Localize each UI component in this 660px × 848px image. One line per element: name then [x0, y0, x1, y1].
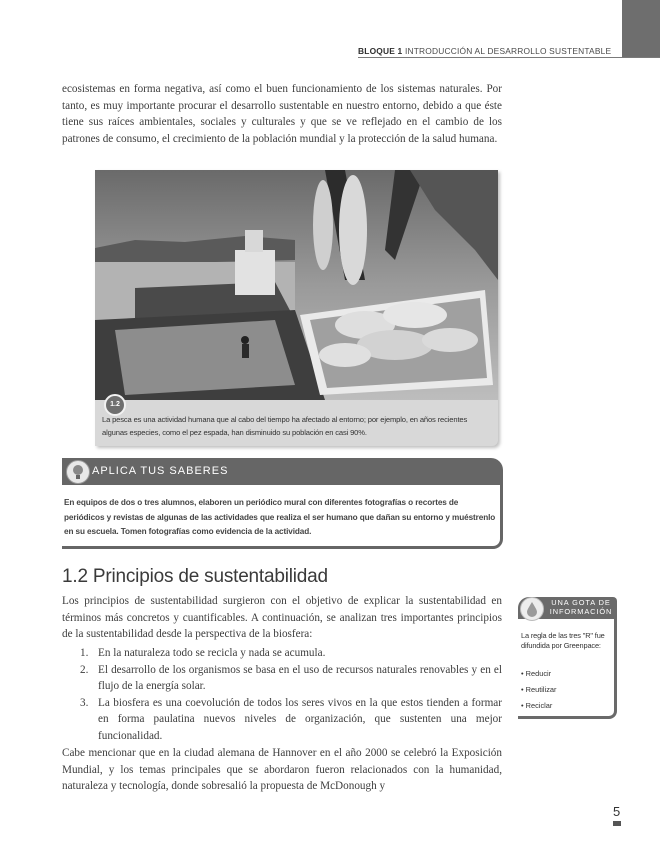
sidebar-list — [521, 666, 556, 714]
sidebar-text: La regla de las tres "R" fue difundida por Greenpace: — [521, 631, 605, 650]
figure-number-badge: 1.2 — [104, 394, 126, 416]
page-corner-tab — [622, 0, 660, 58]
sidebar-title: UNA GOTA DE INFORMACIÓN — [549, 598, 613, 616]
list-item: 2. El desarrollo de los organismos se basa en el uso de recursos naturales renovables y en el flujo de la energía solar. — [80, 663, 502, 692]
list-item: 3. La biosfera es una coevolución de todos los seres vivos en la que estos tienden a formar en forma paulatina nuevos niveles de organización, que sustenten una mejor funcionalidad. — [80, 696, 502, 742]
aplica-text: En equipos de dos o tres alumnos, elaboren un periódico mural con diferentes fotografías o recortes de periódicos y revistas de algunas de las actividades que realiza el ser humano que dañan su entorno y muéstrenlo en su escuela. Tomen fotografías como evidencia de la actividad. — [64, 498, 496, 536]
intro-paragraph: ecosistemas en forma negativa, así como el buen funcionamiento de los sistemas naturales. Por tanto, es muy importante procurar el desarrollo sustentable en nuestro entorno, debido a que éste tiene sus raíces ambientales, sociales y culturales y que se ve reflejado en el cambio de los patrones de consumo, el crecimiento de la población mundial y la protección de la salud humana. — [62, 83, 502, 145]
page-number: 5 — [613, 804, 621, 819]
page-number-mark — [613, 821, 621, 826]
header-title: INTRODUCCIÓN AL DESARROLLO SUSTENTABLE — [404, 46, 612, 56]
figure-caption: La pesca es una actividad humana que al cabo del tiempo ha afectado al entorno; por ejemplo, en años recientes algunas especies, como el pez espada, han disminuido su población en casi 90%. — [102, 415, 468, 437]
running-header — [358, 46, 611, 56]
section-title: 1.2 Principios de sustentabilidad — [62, 566, 328, 587]
header-bloque: BLOQUE 1 — [358, 46, 403, 56]
list-item: • Reducir — [521, 669, 552, 678]
water-drop-icon — [520, 597, 544, 621]
lightbulb-icon — [66, 460, 90, 484]
aplica-title: APLICA TUS SABERES — [92, 465, 229, 477]
section-intro: Los principios de sustentabilidad surgieron con el objetivo de explicar la sustentabilidad en términos más concretos y cuantificables. A continuación, se analizan tres importantes principios de la sustentabilidad desde la perspectiva de la biosfera: — [62, 595, 502, 640]
list-item: • Reciclar — [521, 701, 553, 710]
closing-paragraph: Cabe mencionar que en la ciudad alemana de Hannover en el año 2000 se celebró la Exposición Mundial, y los temas principales que se abordaron fueron relacionados con la humanidad, naturaleza y tecnología, donde sobresalió la propuesta de McDonough y — [62, 747, 502, 792]
header-rule — [358, 57, 660, 58]
list-item: 1. En la naturaleza todo se recicla y nada se acumula. — [80, 647, 326, 659]
list-item: • Reutilizar — [521, 685, 557, 694]
principles-list — [80, 645, 502, 744]
fishing-boat-photo — [95, 170, 498, 446]
